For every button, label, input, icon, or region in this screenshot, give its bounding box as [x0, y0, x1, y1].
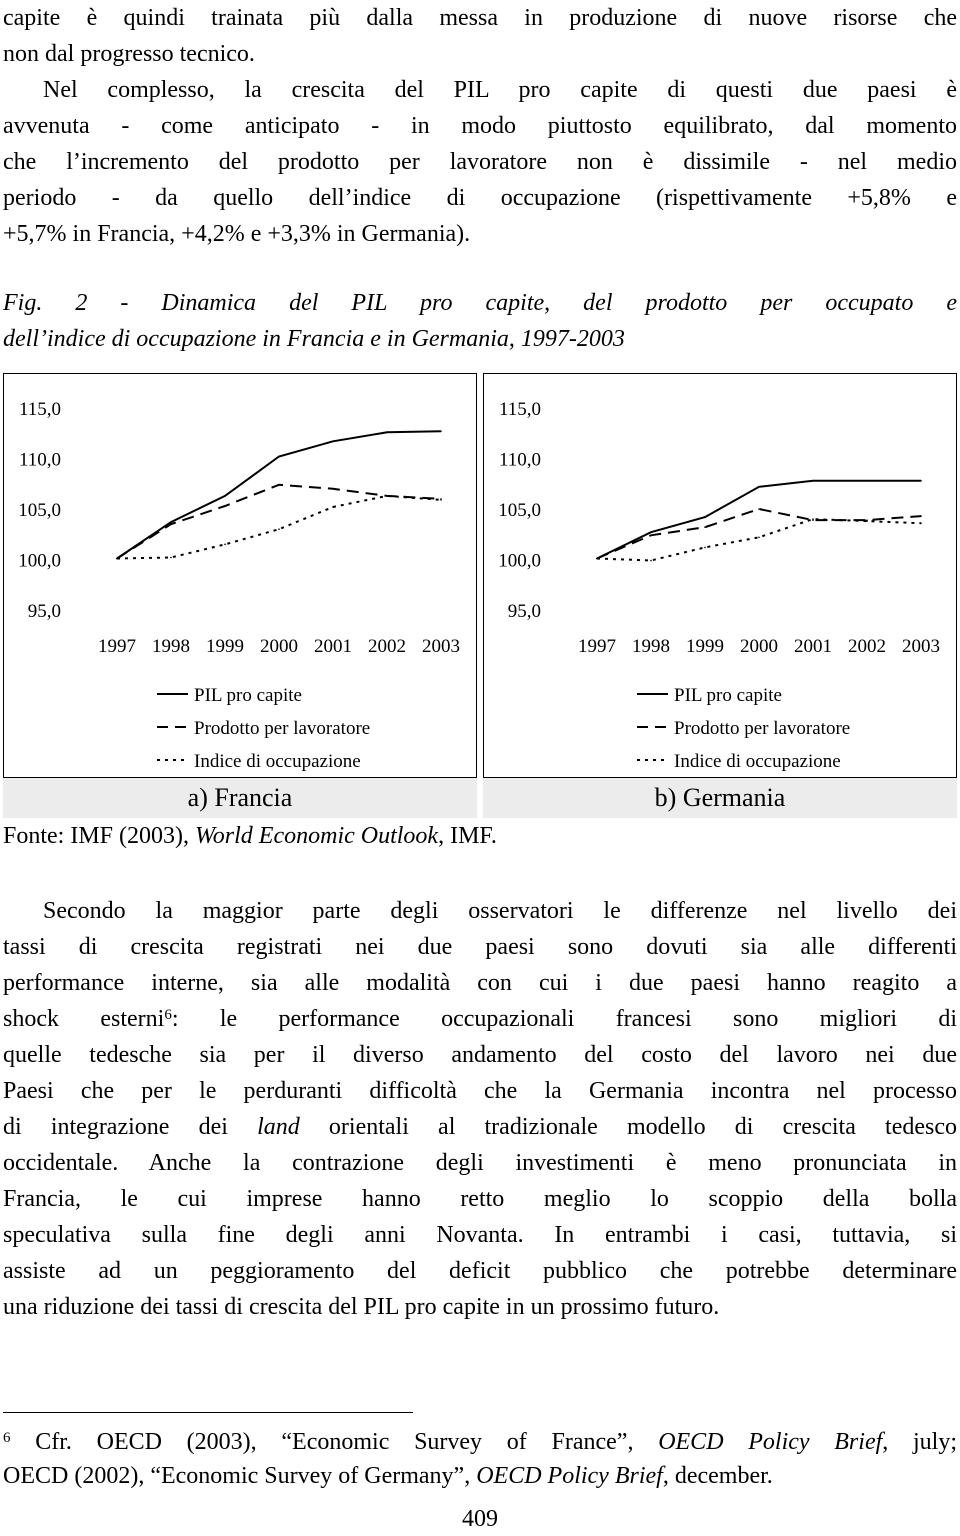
- text-italic: OECD Policy Brief: [658, 1429, 883, 1455]
- legend-label: Indice di occupazione: [674, 751, 841, 772]
- y-tick-label: 110,0: [498, 449, 541, 471]
- data-point: [650, 531, 652, 533]
- y-tick-label: 110,0: [18, 449, 61, 471]
- series-line: [597, 519, 921, 560]
- footnote-rule: [3, 1412, 413, 1413]
- text-line: avvenuta - come anticipato - in modo piuttosto equilibrato, dal momento: [3, 113, 957, 139]
- text-line: che l’incremento del prodotto per lavoratore non è dissimile - nel medio: [3, 149, 957, 175]
- data-point: [170, 523, 172, 525]
- text-fragment: Cfr. OECD (2003), “Economic Survey of France”,: [10, 1429, 659, 1455]
- data-point: [224, 505, 226, 507]
- caption-line: Fig. 2 - Dinamica del PIL pro capite, del prodotto per occupato e: [3, 290, 957, 316]
- y-tick-label: 105,0: [498, 500, 541, 521]
- text-line: Paesi che per le perduranti difficoltà che la Germania incontra nel processo: [3, 1078, 957, 1104]
- source-prefix: Fonte: IMF (2003),: [3, 823, 195, 849]
- text-line: non dal progresso tecnico.: [3, 41, 255, 67]
- footnote-line: [3, 1459, 957, 1493]
- text-line: Nel complesso, la crescita del PIL pro capite di questi due paesi è: [43, 77, 957, 103]
- text-fragment: , december.: [662, 1463, 773, 1489]
- text-line: una riduzione dei tassi di crescita del PIL pro capite in un prossimo futuro.: [3, 1294, 720, 1320]
- data-point: [278, 484, 280, 486]
- text-line: [3, 1001, 957, 1037]
- text-fragment: OECD (2002), “Economic Survey of Germany”,: [3, 1463, 477, 1489]
- text-line: capite è quindi trainata più dalla messa in produzione di nuove risorse che: [3, 5, 957, 31]
- text-line: tassi di crescita registrati nei due paesi sono dovuti sia alle differenti: [3, 934, 957, 960]
- data-point: [812, 480, 814, 482]
- figure-caption: [3, 285, 957, 357]
- series-line: [117, 431, 441, 558]
- x-tick-label: 2002: [368, 636, 406, 657]
- data-point: [920, 522, 922, 524]
- y-tick-label: 115,0: [498, 399, 541, 420]
- x-tick-label: 2002: [848, 636, 886, 657]
- data-point: [758, 486, 760, 488]
- data-point: [278, 528, 280, 530]
- footnote-line: [3, 1425, 957, 1459]
- y-tick-label: 95,0: [27, 601, 61, 622]
- x-tick-label: 2000: [260, 636, 298, 657]
- x-tick-label: 1999: [686, 636, 724, 657]
- y-tick-label: 100,0: [18, 550, 61, 572]
- text-line: performance interne, sia alle modalità con cui i due paesi hanno reagito a: [3, 970, 957, 996]
- legend-label: Prodotto per lavoratore: [194, 718, 371, 739]
- data-point: [332, 506, 334, 508]
- data-point: [116, 558, 118, 560]
- data-point: [704, 526, 706, 528]
- data-point: [866, 480, 868, 482]
- data-point: [866, 520, 868, 522]
- text-fragment: shock esterni: [3, 1006, 165, 1032]
- data-point: [920, 480, 922, 482]
- line-chart-germania: [484, 374, 956, 777]
- data-point: [758, 536, 760, 538]
- body-text-bottom: [3, 893, 957, 1325]
- text-fragment: orientali al tradizionale modello di crescita tedesco: [299, 1114, 957, 1140]
- data-point: [278, 456, 280, 458]
- text-line: speculativa sulla fine degli anni Novanta. In entrambi i casi, tuttavia, si: [3, 1222, 957, 1248]
- text-fragment: : le performance occupazionali francesi sono migliori di: [171, 1006, 957, 1032]
- data-point: [440, 430, 442, 432]
- x-tick-label: 1997: [578, 636, 616, 657]
- figure-source: [3, 818, 497, 854]
- data-point: [812, 518, 814, 520]
- x-tick-label: 1998: [632, 636, 670, 657]
- data-point: [440, 499, 442, 501]
- footnote-marker: 6: [3, 1430, 11, 1446]
- text-fragment: , july;: [882, 1429, 957, 1455]
- data-point: [332, 441, 334, 443]
- data-point: [386, 495, 388, 497]
- data-point: [224, 544, 226, 546]
- series-line: [597, 481, 921, 559]
- caption-line: dell’indice di occupazione in Francia e in Germania, 1997-2003: [3, 326, 625, 352]
- chart-panel-francia: [3, 373, 477, 818]
- text-fragment: di integrazione dei: [3, 1114, 258, 1140]
- source-italic: World Economic Outlook: [195, 823, 439, 849]
- chart-title: b) Germania: [654, 783, 786, 812]
- x-tick-label: 2001: [794, 636, 832, 657]
- data-point: [704, 547, 706, 549]
- y-tick-label: 95,0: [507, 601, 541, 622]
- text-line: periodo - da quello dell’indice di occupazione (rispettivamente +5,8% e: [3, 185, 957, 211]
- x-tick-label: 1997: [98, 636, 136, 657]
- x-tick-label: 2003: [902, 636, 940, 657]
- data-point: [386, 431, 388, 433]
- x-tick-label: 2003: [422, 636, 460, 657]
- legend-label: PIL pro capite: [194, 685, 302, 706]
- x-tick-label: 2001: [314, 636, 352, 657]
- x-tick-label: 1999: [206, 636, 244, 657]
- plot-area: [3, 373, 477, 778]
- data-point: [650, 560, 652, 562]
- data-point: [704, 516, 706, 518]
- data-point: [224, 495, 226, 497]
- legend-label: PIL pro capite: [674, 685, 782, 706]
- x-tick-label: 1998: [152, 636, 190, 657]
- chart-title: a) Francia: [187, 783, 293, 812]
- text-line: assiste ad un peggioramento del deficit pubblico che potrebbe determinare: [3, 1258, 957, 1284]
- text-line: [3, 1109, 957, 1145]
- chart-panel-germania: [483, 373, 957, 818]
- body-text-top: [3, 0, 957, 252]
- line-chart-francia: [4, 374, 476, 777]
- y-tick-label: 105,0: [18, 500, 61, 521]
- data-point: [758, 508, 760, 510]
- data-point: [920, 515, 922, 517]
- text-line: Secondo la maggior parte degli osservatori le differenze nel livello dei: [43, 898, 957, 924]
- data-point: [170, 521, 172, 523]
- text-line: Francia, le cui imprese hanno retto meglio lo scoppio della bolla: [3, 1186, 957, 1212]
- plot-area: [483, 373, 957, 778]
- page-number: 409: [462, 1506, 498, 1532]
- text-italic: land: [257, 1114, 300, 1140]
- data-point: [650, 534, 652, 536]
- data-point: [596, 558, 598, 560]
- legend-label: Prodotto per lavoratore: [674, 718, 851, 739]
- footnote-ref: 6: [164, 1007, 172, 1023]
- text-line: occidentale. Anche la contrazione degli investimenti è meno pronunciata in: [3, 1150, 957, 1176]
- data-point: [332, 488, 334, 490]
- legend-label: Indice di occupazione: [194, 751, 361, 772]
- series-line: [117, 485, 441, 559]
- text-line: +5,7% in Francia, +4,2% e +3,3% in Germania).: [3, 221, 471, 247]
- footnote: [3, 1425, 957, 1493]
- data-point: [170, 557, 172, 559]
- x-tick-label: 2000: [740, 636, 778, 657]
- y-tick-label: 100,0: [498, 550, 541, 572]
- text-italic: OECD Policy Brief: [476, 1463, 663, 1489]
- text-line: quelle tedesche sia per il diverso andamento del costo del lavoro nei due: [3, 1042, 957, 1068]
- y-tick-label: 115,0: [18, 399, 61, 420]
- source-suffix: , IMF.: [438, 823, 497, 849]
